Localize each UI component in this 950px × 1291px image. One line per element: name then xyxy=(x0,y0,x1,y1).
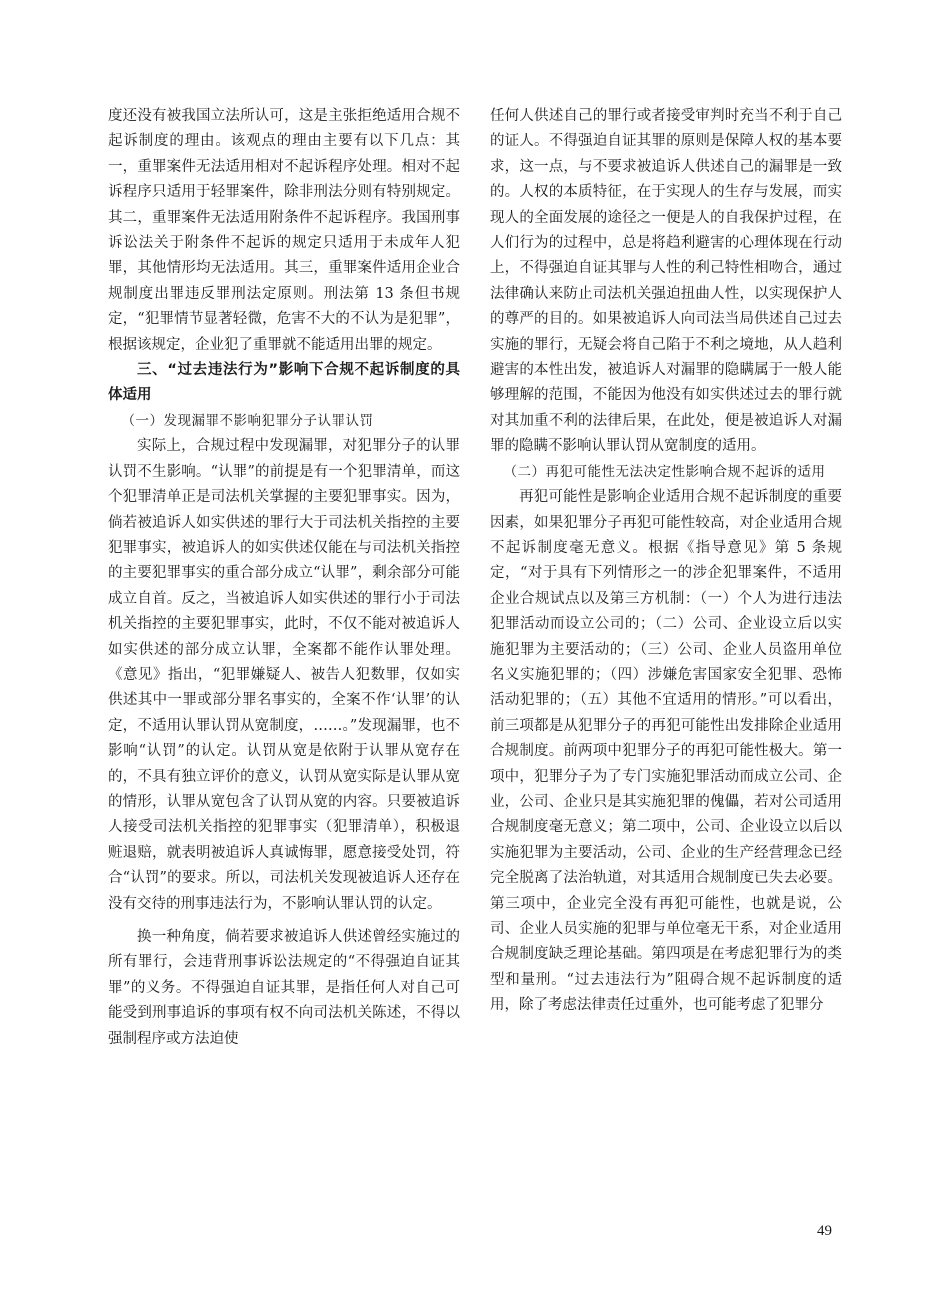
section-heading: 三、“过去违法行为”影响下合规不起诉制度的具体适用 xyxy=(108,362,460,404)
paragraph: 任何人供述自己的罪行或者接受审判时充当不利于自己的证人。不得强迫自证其罪的原则是保障人权的基本要求，这一点，与不要求被追诉人供述自己的漏罪是一致的。人权的本质特征，在于实现人的生存与发展，而实现人的全面发展的途径之一便是人的自我保护过程，在人们行为的过程中，总是将趋利避害的心理体现在行动上，不得强迫自证其罪与人性的利己特性相吻合，通过法律确认来防止司法机关强迫扭曲人性，以实现保护人的尊严的目的。如果被追诉人向司法当局供述自己过去实施的罪行，无疑会将自己陷于不利之境地，从人趋利避害的本性出发，被追诉人对漏罪的隐瞒属于一般人能够理解的范围，不能因为他没有如实供述过去的罪行就对其加重不利的法律后果，在此处，便是被追诉人对漏罪的隐瞒不影响认罪认罚从宽制度的适用。 xyxy=(490,108,842,455)
subsection-heading: （一）发现漏罪不影响犯罪分子认罪认罚 xyxy=(121,412,374,429)
paragraph: 再犯可能性是影响企业适用合规不起诉制度的重要因素，如果犯罪分子再犯可能性较高，对企业适用合规不起诉制度毫无意义。根据《指导意见》第 5 条规定，“对于具有下列情形之一的涉企犯罪案件，不适用企业合规试点以及第三方机制：（一）个人为进行违法犯罪活动而设立公司的；（二）公司、企业设立后以实施犯罪为主要活动的；（三）公司、企业人员盗用单位名义实施犯罪的；（四）涉嫌危害国家安全犯罪、恐怖活动犯罪的；（五）其他不宜适用的情形。”可以看出，前三项都是从犯罪分子的再犯可能性出发排除企业适用合规制度。前两项中犯罪分子的再犯可能性极大。第一项中，犯罪分子为了专门实施犯罪活动而成立公司、企业，公司、企业只是其实施犯罪的傀儡，若对公司适用合规制度毫无意义；第二项中，公司、企业设立以后以实施犯罪为主要活动，公司、企业的生产经营理念已经完全脱离了法治轨道，对其适用合规制度已失去必要。第三项中，企业完全没有再犯可能性，也就是说，公司、企业人员实施的犯罪与单位毫无干系，对企业适用合规制度缺乏理论基础。第四项是在考虑犯罪行为的类型和量刑。“过去违法行为”阻碍合规不起诉制度的适用，除了考虑法律责任过重外，也可能考虑了犯罪分 xyxy=(490,489,842,1014)
page-number: 49 xyxy=(817,1223,832,1239)
left-column xyxy=(108,104,460,1052)
subsection-heading: （二）再犯可能性无法决定性影响合规不起诉的适用 xyxy=(503,463,826,480)
paragraph: 度还没有被我国立法所认可，这是主张拒绝适用合规不起诉制度的理由。该观点的理由主要有以下几点：其一，重罪案件无法适用相对不起诉程序处理。相对不起诉程序只适用于轻罪案件，除非刑法分则有特别规定。其二，重罪案件无法适用附条件不起诉程序。我国刑事诉讼法关于附条件不起诉的规定只适用于未成年人犯罪，其他情形均无法适用。其三，重罪案件适用企业合规制度出罪违反罪刑法定原则。刑法第 13 条但书规定，“犯罪情节显著轻微，危害不大的不认为是犯罪”，根据该规定，企业犯了重罪就不能适用出罪的规定。 xyxy=(108,108,460,353)
paragraph: 实际上，合规过程中发现漏罪，对犯罪分子的认罪认罚不生影响。“认罪”的前提是有一个犯罪清单，而这个犯罪清单正是司法机关掌握的主要犯罪事实。因为，倘若被追诉人如实供述的罪行大于司法机关指控的主要犯罪事实，被追诉人的如实供述仅能在与司法机关指控的主要犯罪事实的重合部分成立“认罪”，剩余部分可能成立自首。反之，当被追诉人如实供述的罪行小于司法机关指控的主要犯罪事实，此时，不仅不能对被追诉人如实供述的部分成立认罪，全案都不能作认罪处理。《意见》指出，“犯罪嫌疑人、被告人犯数罪，仅如实供述其中一罪或部分罪名事实的，全案不作‘认罪’的认定，不适用认罪认罚从宽制度，……。”发现漏罪，也不影响“认罚”的认定。认罚从宽是依附于认罪从宽存在的，不具有独立评价的意义，认罚从宽实际是认罪从宽的情形，认罪从宽包含了认罚从宽的内容。只要被追诉人接受司法机关指控的犯罪事实（犯罪清单），积极退赃退赔，就表明被追诉人真诚悔罪，愿意接受处罚，符合“认罚”的要求。所以，司法机关发现被追诉人还存在没有交待的刑事违法行为，不影响认罪认罚的认定。 xyxy=(108,438,460,912)
paragraph: 换一种角度，倘若要求被追诉人供述曾经实施过的所有罪行，会违背刑事诉讼法规定的“不得强迫自证其罪”的义务。不得强迫自证其罪，是指任何人对自己可能受到刑事追诉的事项有权不向司法机关陈述，不得以强制程序或方法迫使 xyxy=(108,929,460,1047)
right-column xyxy=(490,104,842,1019)
